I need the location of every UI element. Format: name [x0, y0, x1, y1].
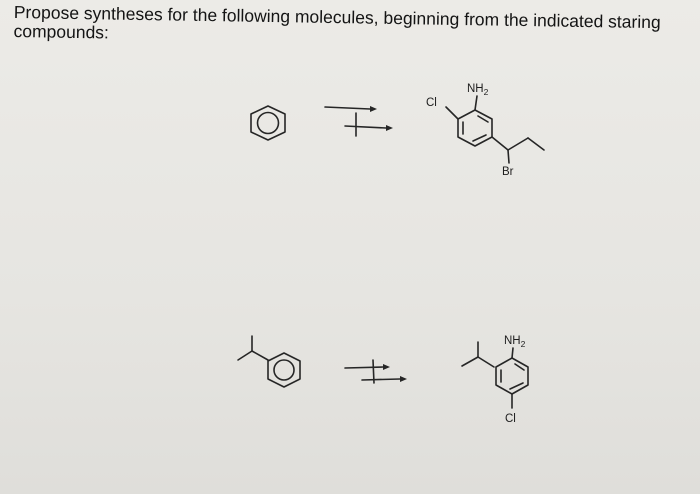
target-molecule-1	[446, 96, 544, 163]
multistep-arrow-icon	[345, 360, 407, 383]
amine-label-2: $NH_2$	[504, 335, 526, 349]
question-prompt: Propose syntheses for the following molecules, beginning from the indicated staring compounds:	[13, 2, 661, 43]
benzene-structure	[251, 106, 285, 140]
target-molecule-2	[462, 342, 528, 408]
chloro-label: Cl	[426, 97, 437, 109]
isobutylbenzene-structure	[238, 336, 300, 387]
bromo-label: Br	[502, 166, 514, 178]
chloro-label-2: Cl	[505, 413, 516, 425]
amine-label: $NH_2$	[467, 83, 489, 97]
multistep-arrow-icon	[325, 106, 393, 136]
